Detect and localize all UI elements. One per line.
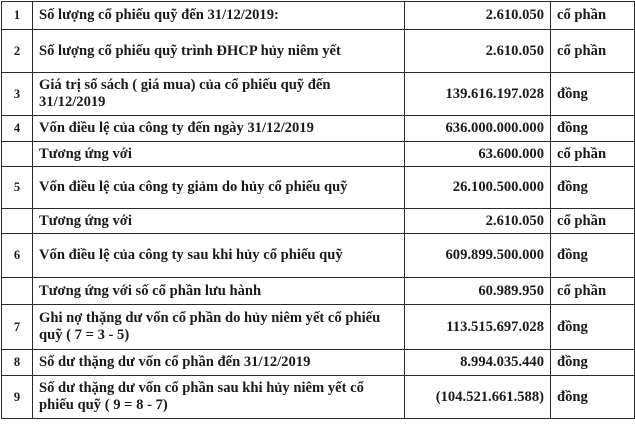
table-row xyxy=(2,73,635,116)
row-number: 8 xyxy=(2,350,33,376)
row-number: 2 xyxy=(2,30,33,73)
row-description: Vốn điều lệ của công ty sau khi hủy cổ phiếu quỹ xyxy=(33,234,405,278)
row-description: Số dư thặng dư vốn cổ phần sau khi hủy niêm yết cổ phiếu quỹ ( 9 = 8 - 7) xyxy=(33,376,405,419)
row-unit: cổ phần xyxy=(551,30,635,73)
row-value: 2.610.050 xyxy=(405,2,551,30)
row-description: Số lượng cổ phiếu quỹ trình ĐHCP hủy niêm yết xyxy=(33,30,405,73)
row-value: 113.515.697.028 xyxy=(405,305,551,350)
row-number xyxy=(2,209,33,234)
row-value: 26.100.500.000 xyxy=(405,167,551,209)
row-unit: đồng xyxy=(551,167,635,209)
row-value: 2.610.050 xyxy=(405,209,551,234)
row-number: 3 xyxy=(2,73,33,116)
row-unit: đồng xyxy=(551,73,635,116)
row-number: 5 xyxy=(2,167,33,209)
row-unit: đồng xyxy=(551,350,635,376)
row-unit: đồng xyxy=(551,234,635,278)
row-number: 7 xyxy=(2,305,33,350)
row-description: Vốn điều lệ của công ty giảm do hủy cổ phiếu quỹ xyxy=(33,167,405,209)
row-number: 9 xyxy=(2,376,33,419)
table-row xyxy=(2,2,635,30)
row-unit: cổ phần xyxy=(551,142,635,167)
table-row xyxy=(2,376,635,419)
table-row xyxy=(2,167,635,209)
table-row xyxy=(2,30,635,73)
row-number: 4 xyxy=(2,116,33,142)
table-row xyxy=(2,209,635,234)
row-value: 63.600.000 xyxy=(405,142,551,167)
row-value: (104.521.661.588) xyxy=(405,376,551,419)
row-value: 139.616.197.028 xyxy=(405,73,551,116)
row-number xyxy=(2,278,33,305)
row-value: 636.000.000.000 xyxy=(405,116,551,142)
table-row xyxy=(2,305,635,350)
row-number: 6 xyxy=(2,234,33,278)
row-description: Giá trị sổ sách ( giá mua) của cổ phiếu quỹ đến 31/12/2019 xyxy=(33,73,405,116)
row-description: Tương ứng với xyxy=(33,209,405,234)
table-row xyxy=(2,116,635,142)
table-row xyxy=(2,234,635,278)
row-number: 1 xyxy=(2,2,33,30)
row-description: Tương ứng với xyxy=(33,142,405,167)
row-unit: cổ phần xyxy=(551,2,635,30)
table-row xyxy=(2,278,635,305)
row-value: 60.989.950 xyxy=(405,278,551,305)
row-value: 8.994.035.440 xyxy=(405,350,551,376)
row-unit: đồng xyxy=(551,116,635,142)
table-row xyxy=(2,142,635,167)
row-unit: đồng xyxy=(551,376,635,419)
row-description: Vốn điều lệ của công ty đến ngày 31/12/2019 xyxy=(33,116,405,142)
row-description: Số lượng cổ phiếu quỹ đến 31/12/2019: xyxy=(33,2,405,30)
treasury-shares-table xyxy=(1,1,635,419)
row-description: Tương ứng với số cổ phần lưu hành xyxy=(33,278,405,305)
row-description: Ghi nợ thặng dư vốn cổ phần do hủy niêm yết cổ phiếu quỹ ( 7 = 3 - 5) xyxy=(33,305,405,350)
row-unit: đồng xyxy=(551,305,635,350)
row-value: 609.899.500.000 xyxy=(405,234,551,278)
row-unit: cổ phần xyxy=(551,209,635,234)
row-number xyxy=(2,142,33,167)
table-row xyxy=(2,350,635,376)
row-unit: cổ phần xyxy=(551,278,635,305)
row-description: Số dư thặng dư vốn cổ phần đến 31/12/2019 xyxy=(33,350,405,376)
row-value: 2.610.050 xyxy=(405,30,551,73)
